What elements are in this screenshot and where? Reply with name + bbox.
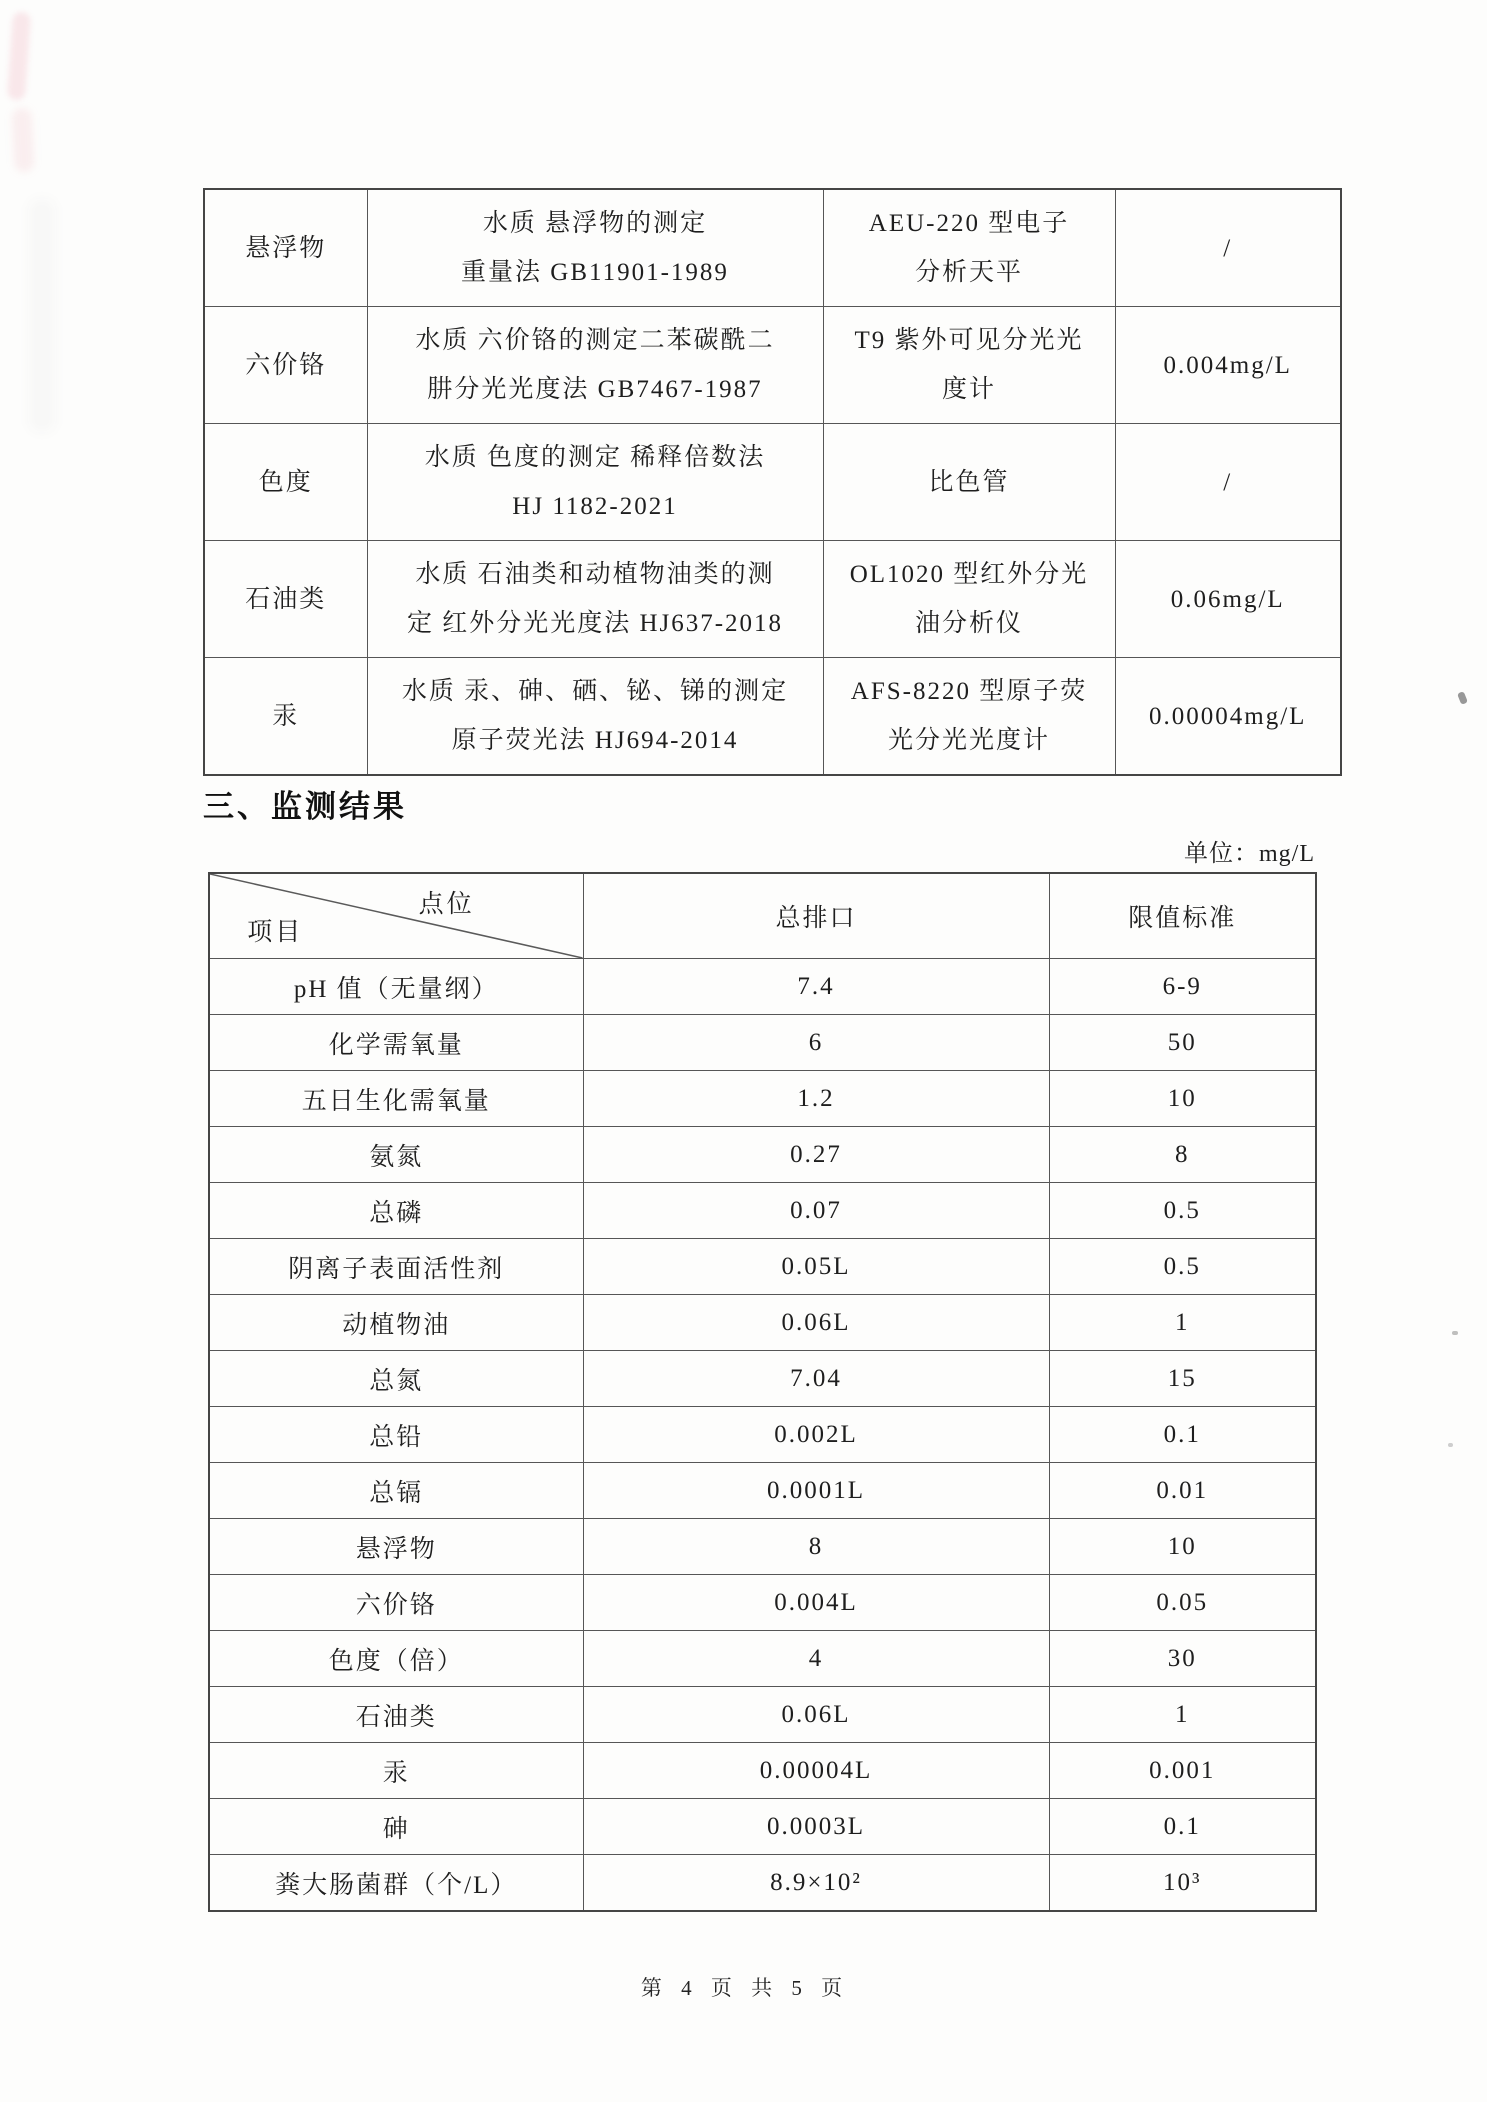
param-cell — [204, 424, 367, 541]
method-line: 肼分光光度法 GB7467-1987 — [427, 376, 763, 404]
limit-cell: 30 — [1049, 1631, 1316, 1687]
value-cell: 0.05L — [583, 1239, 1049, 1295]
param-cell — [204, 658, 367, 776]
limit-cell: 0.01 — [1049, 1463, 1316, 1519]
results-row — [209, 1463, 1316, 1519]
detection-limit: / — [1223, 468, 1233, 496]
item-cell: 汞 — [209, 1743, 583, 1799]
results-row — [209, 1183, 1316, 1239]
item-cell: 砷 — [209, 1799, 583, 1855]
scan-artifact — [28, 198, 56, 433]
limit-cell: 0.5 — [1049, 1239, 1316, 1295]
param-cell — [204, 189, 367, 307]
method-cell — [367, 307, 823, 424]
results-row — [209, 1855, 1316, 1912]
param-label: 六价铬 — [245, 351, 327, 379]
value-cell: 0.07 — [583, 1183, 1049, 1239]
instrument-line: AEU-220 型电子 — [868, 209, 1070, 237]
item-cell: 总镉 — [209, 1463, 583, 1519]
instrument-line: 油分析仪 — [914, 610, 1023, 638]
item-cell: 化学需氧量 — [209, 1015, 583, 1071]
limit-cell: 1 — [1049, 1295, 1316, 1351]
methods-row — [204, 424, 1341, 541]
results-row — [209, 1743, 1316, 1799]
param-cell — [204, 541, 367, 658]
instrument-cell — [823, 189, 1115, 307]
instrument-line: T9 紫外可见分光光 — [854, 326, 1084, 354]
item-cell: 氨氮 — [209, 1127, 583, 1183]
item-cell: 石油类 — [209, 1687, 583, 1743]
value-cell: 0.004L — [583, 1575, 1049, 1631]
results-row — [209, 1631, 1316, 1687]
method-cell — [367, 658, 823, 776]
detection-limit: 0.06mg/L — [1170, 585, 1285, 613]
instrument-cell — [823, 541, 1115, 658]
results-header-row — [209, 873, 1316, 959]
section-heading: 三、监测结果 — [203, 789, 407, 824]
value-cell: 0.002L — [583, 1407, 1049, 1463]
column-header-limit: 限值标准 — [1049, 873, 1316, 959]
value-cell: 7.4 — [583, 959, 1049, 1015]
detection-limit-cell — [1115, 541, 1341, 658]
instrument-cell — [823, 424, 1115, 541]
method-line: 水质 悬浮物的测定 — [482, 209, 708, 237]
method-line: 水质 六价铬的测定二苯碳酰二 — [415, 326, 775, 354]
limit-cell: 50 — [1049, 1015, 1316, 1071]
method-cell — [367, 424, 823, 541]
page-number: 第 4 页 共 5 页 — [640, 1976, 847, 2000]
method-line: 原子荧光法 HJ694-2014 — [451, 727, 739, 755]
results-row — [209, 1519, 1316, 1575]
detection-limit-cell — [1115, 658, 1341, 776]
results-row — [209, 959, 1316, 1015]
value-cell: 6 — [583, 1015, 1049, 1071]
method-line: 定 红外分光光度法 HJ637-2018 — [406, 610, 784, 638]
item-cell: 色度（倍） — [209, 1631, 583, 1687]
method-line: 重量法 GB11901-1989 — [461, 259, 729, 287]
value-cell: 4 — [583, 1631, 1049, 1687]
corner-label-item: 项目 — [247, 919, 304, 946]
method-line: 水质 色度的测定 稀释倍数法 — [424, 443, 766, 471]
results-row — [209, 1295, 1316, 1351]
results-row — [209, 1687, 1316, 1743]
value-cell: 1.2 — [583, 1071, 1049, 1127]
instrument-line: 度计 — [941, 376, 996, 404]
item-cell: 动植物油 — [209, 1295, 583, 1351]
methods-row — [204, 189, 1341, 307]
instrument-line: OL1020 型红外分光 — [849, 560, 1089, 588]
column-header-outlet: 总排口 — [583, 873, 1049, 959]
detection-limit: / — [1223, 234, 1233, 262]
limit-cell: 0.001 — [1049, 1743, 1316, 1799]
scan-artifact — [1448, 1443, 1453, 1447]
limit-cell: 10 — [1049, 1071, 1316, 1127]
instrument-line: 分析天平 — [914, 259, 1023, 287]
instrument-cell — [823, 307, 1115, 424]
results-row — [209, 1407, 1316, 1463]
param-cell — [204, 307, 367, 424]
detection-limit-cell — [1115, 189, 1341, 307]
limit-cell: 1 — [1049, 1687, 1316, 1743]
methods-row — [204, 307, 1341, 424]
value-cell: 0.0001L — [583, 1463, 1049, 1519]
scan-artifact — [11, 108, 34, 173]
value-cell: 8.9×10² — [583, 1855, 1049, 1912]
limit-cell: 0.5 — [1049, 1183, 1316, 1239]
corner-cell — [209, 873, 583, 959]
method-cell — [367, 541, 823, 658]
results-row — [209, 1071, 1316, 1127]
item-cell: pH 值（无量纲） — [209, 959, 583, 1015]
method-line: HJ 1182-2021 — [512, 493, 678, 521]
instrument-line: 比色管 — [928, 468, 1010, 496]
corner-label-site: 点位 — [418, 891, 475, 918]
methods-table — [203, 188, 1342, 776]
limit-cell: 10 — [1049, 1519, 1316, 1575]
value-cell: 0.00004L — [583, 1743, 1049, 1799]
item-cell: 总铅 — [209, 1407, 583, 1463]
method-line: 水质 石油类和动植物油类的测 — [415, 560, 775, 588]
param-label: 色度 — [258, 468, 313, 496]
method-cell — [367, 189, 823, 307]
value-cell: 0.06L — [583, 1295, 1049, 1351]
results-row — [209, 1239, 1316, 1295]
limit-cell: 0.05 — [1049, 1575, 1316, 1631]
methods-row — [204, 541, 1341, 658]
scan-artifact — [1457, 691, 1468, 705]
item-cell: 总磷 — [209, 1183, 583, 1239]
results-row — [209, 1015, 1316, 1071]
results-row — [209, 1575, 1316, 1631]
detection-limit-cell — [1115, 307, 1341, 424]
value-cell: 0.06L — [583, 1687, 1049, 1743]
limit-cell: 10³ — [1049, 1855, 1316, 1912]
results-row — [209, 1127, 1316, 1183]
instrument-line: AFS-8220 型原子荧 — [850, 677, 1088, 705]
value-cell: 7.04 — [583, 1351, 1049, 1407]
param-label: 悬浮物 — [245, 234, 327, 262]
methods-row — [204, 658, 1341, 776]
param-label: 石油类 — [245, 585, 327, 613]
detection-limit-cell — [1115, 424, 1341, 541]
limit-cell: 6-9 — [1049, 959, 1316, 1015]
param-label: 汞 — [272, 702, 300, 730]
value-cell: 0.0003L — [583, 1799, 1049, 1855]
scan-artifact — [1452, 1331, 1458, 1335]
item-cell: 六价铬 — [209, 1575, 583, 1631]
item-cell: 阴离子表面活性剂 — [209, 1239, 583, 1295]
scan-artifact — [7, 11, 31, 100]
item-cell: 总氮 — [209, 1351, 583, 1407]
detection-limit: 0.00004mg/L — [1149, 702, 1307, 730]
results-row — [209, 1351, 1316, 1407]
limit-cell: 8 — [1049, 1127, 1316, 1183]
item-cell: 五日生化需氧量 — [209, 1071, 583, 1127]
results-row — [209, 1799, 1316, 1855]
value-cell: 8 — [583, 1519, 1049, 1575]
method-line: 水质 汞、砷、硒、铋、锑的测定 — [401, 677, 789, 705]
limit-cell: 0.1 — [1049, 1407, 1316, 1463]
value-cell: 0.27 — [583, 1127, 1049, 1183]
item-cell: 悬浮物 — [209, 1519, 583, 1575]
unit-note: 单位：mg/L — [1184, 841, 1315, 867]
results-table — [208, 872, 1317, 1912]
item-cell: 粪大肠菌群（个/L） — [209, 1855, 583, 1912]
limit-cell: 0.1 — [1049, 1799, 1316, 1855]
instrument-cell — [823, 658, 1115, 776]
instrument-line: 光分光光度计 — [887, 727, 1050, 755]
limit-cell: 15 — [1049, 1351, 1316, 1407]
detection-limit: 0.004mg/L — [1163, 351, 1292, 379]
